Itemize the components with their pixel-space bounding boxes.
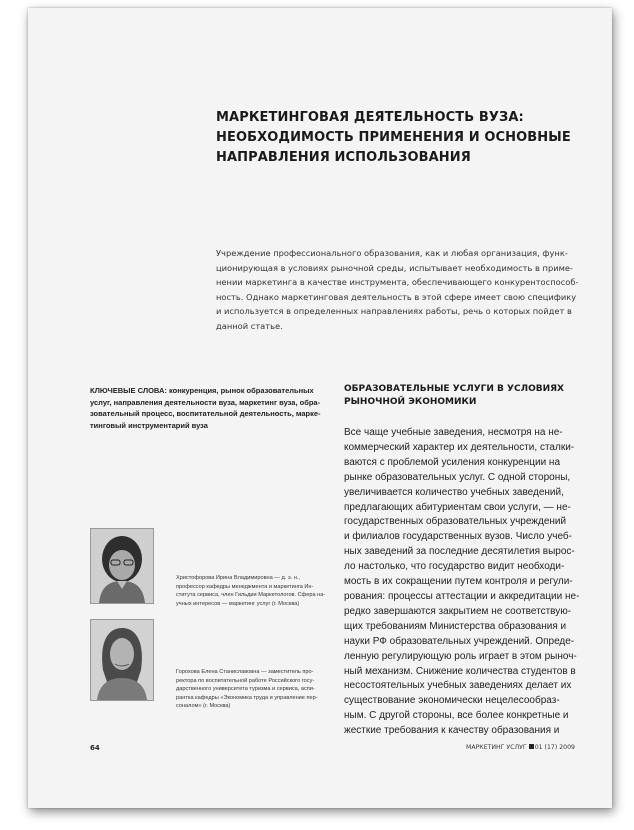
keywords-line: зовательный процесс, воспитательной деятельность, марке-: [90, 409, 321, 418]
bio-line: учных интересов — маркетинг услуг (г. Москва): [176, 600, 300, 607]
title-line: НАПРАВЛЕНИЯ ИСПОЛЬЗОВАНИЯ: [216, 150, 471, 165]
keywords-line: КЛЮЧЕВЫЕ СЛОВА: конкуренция, рынок образовательных: [90, 386, 314, 395]
bio-line: дарственного университета туризма и сервиса, аспи-: [176, 686, 315, 693]
lead-line: ционирующая в условиях рыночной среды, испытывает необходимость в приме-: [216, 262, 573, 273]
lead-paragraph: [216, 246, 588, 334]
lead-line: данной статье.: [216, 320, 283, 331]
body-line: предлагающих абитуриентам свои услуги, — не-: [344, 501, 571, 513]
journal-issue: 01 (17) 2009: [534, 744, 575, 751]
section-heading-line: РЫНОЧНОЙ ЭКОНОМИКИ: [344, 397, 477, 407]
body-line: коммерческий характер их деятельности, сталки-: [344, 441, 575, 453]
bio-line: рантка кафедры «Экономика труда и управление пер-: [176, 694, 318, 701]
keywords-line: тинговый инструментарий вуза: [90, 420, 208, 430]
bio-line: соналом» (г. Москва): [176, 703, 231, 710]
body-line: рования: процессы аттестации и аккредитации не-: [344, 590, 580, 602]
body-line: мость в их сокращении путем контроля и регули-: [344, 576, 573, 588]
lead-line: Учреждение профессионального образования, как и любая организация, функ-: [216, 248, 568, 258]
body-line: ло настолько, что государство видит необходи-: [344, 561, 565, 573]
author-photo-2: [90, 619, 154, 701]
author-photo-1: [90, 528, 154, 604]
lead-line: нении маркетинга в качестве инструмента, обеспечивающего конкурентоспособ-: [216, 277, 579, 288]
body-line: жесткие требования к качеству образования и: [344, 725, 560, 737]
lead-line: и используется в определенных направлениях работы, речь о которых пойдет в: [216, 306, 572, 317]
lead-line: ность. Однако маркетинговая деятельность в этой сфере имеет свою специфику: [216, 291, 577, 302]
body-line: ваются с проблемой усиления конкуренции на: [344, 456, 561, 468]
article-title: [216, 108, 596, 168]
body-line: редко завершаются закрытием не соответствую-: [344, 605, 572, 617]
bio-line: Горохова Елена Станиславовна — заместитель про-: [176, 669, 314, 675]
body-line: ный механизм. Снижение количества студентов в: [344, 665, 576, 677]
author-bio-1: [176, 574, 346, 608]
bio-line: профессор кафедры менеджмента и маркетинга Ин-: [176, 583, 314, 590]
body-line: существование экономически нецелесообраз-: [344, 695, 560, 707]
bio-line: ректора по воспитательной работе Российского госу-: [176, 677, 315, 684]
body-line: увеличивается количество учебных заведений,: [344, 486, 564, 498]
body-line: государственных образовательных учреждений: [344, 516, 567, 528]
journal-name: МАРКЕТИНГ УСЛУГ: [466, 744, 527, 751]
title-line: НЕОБХОДИМОСТЬ ПРИМЕНЕНИЯ И ОСНОВНЫЕ: [216, 130, 571, 145]
body-line: ных заведений за последние десятилетия вырос-: [344, 546, 575, 558]
body-line: щих требованиям Министерства образования и: [344, 620, 567, 632]
bio-line: Христофорова Ирина Владимировна — д. э. н.,: [176, 575, 300, 581]
body-line: ленную регулирующую роль играет в этом рыноч-: [344, 650, 577, 662]
body-line: ным. С другой стороны, все более конкретные и: [344, 710, 569, 722]
portrait-icon: [91, 529, 153, 603]
section-heading: [344, 383, 604, 409]
page-number: 64: [90, 744, 100, 752]
body-column: [344, 426, 604, 739]
body-line: и филиалов государственных вузов. Число учеб-: [344, 531, 572, 543]
title-line: МАРКЕТИНГОВАЯ ДЕЯТЕЛЬНОСТЬ ВУЗА:: [216, 110, 524, 125]
keywords-block: [90, 385, 330, 431]
portrait-icon: [91, 620, 153, 700]
square-bullet-icon: [529, 744, 534, 749]
author-bio-2: [176, 668, 346, 711]
section-heading-line: ОБРАЗОВАТЕЛЬНЫЕ УСЛУГИ В УСЛОВИЯХ: [344, 384, 564, 394]
bio-line: ститута сервиса, член Гильдии Маркетологов. Сфера на-: [176, 592, 326, 599]
article-page: [28, 8, 612, 808]
keywords-line: услуг, направления деятельности вуза, маркетинг вуза, обра-: [90, 397, 321, 407]
body-line: несостоятельных учебных заведениях делает их: [344, 680, 572, 692]
body-line: Все чаще учебные заведения, несмотря на не-: [344, 427, 563, 438]
body-line: рынке образовательных услуг. С одной стороны,: [344, 471, 571, 483]
body-line: науки РФ образовательных учреждений. Опреде-: [344, 635, 575, 647]
journal-footer: [466, 744, 596, 751]
